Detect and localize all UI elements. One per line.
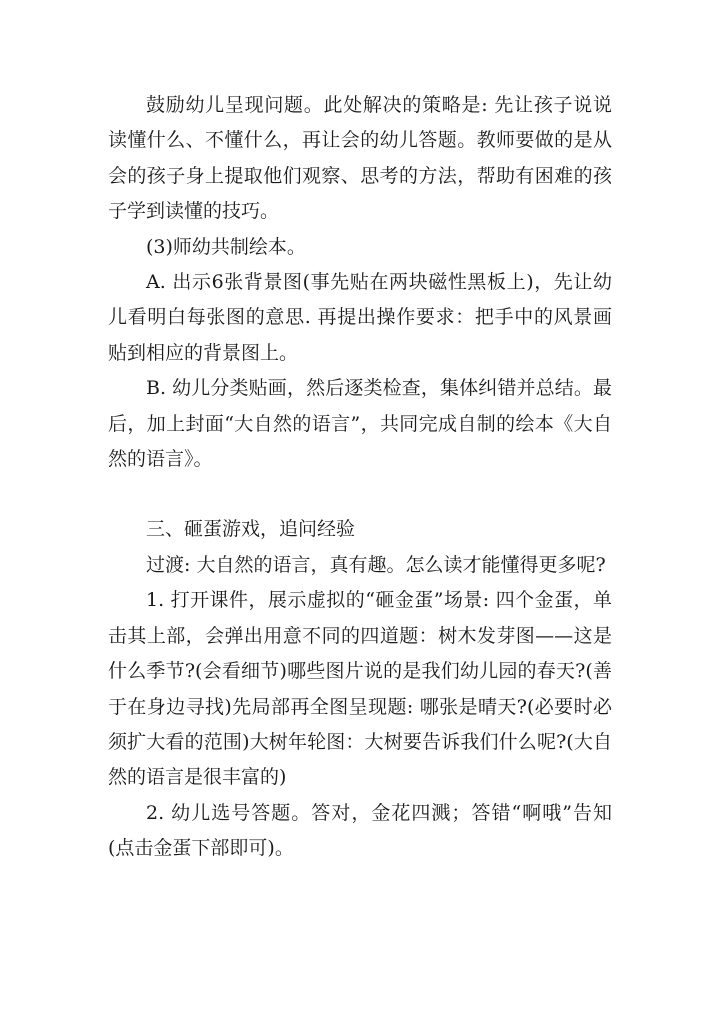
paragraph-gap <box>108 477 612 512</box>
paragraph-step-b: B. 幼儿分类贴画，然后逐类检查，集体纠错并总结。最后，加上封面“大自然的语言”，共同完成自制的绘本《大自然的语言》。 <box>108 377 612 471</box>
document-body <box>108 88 612 867</box>
paragraph-section-3: (3)师幼共制绘本。 <box>146 235 306 258</box>
paragraph-step-1: 1. 打开课件，展示虚拟的“砸金蛋”场景: 四个金蛋，单击其上部，会弹出用意不同的四道题：树木发芽图——这是什么季节?(会看细节)哪些图片说的是我们幼儿园的春天?(善于在身边寻找)先局部再全图呈现题: 哪张是晴天?(必要时必须扩大看的范围)大树年轮图：大树要告诉我们什么呢?(大自然的语言是很丰富的) <box>108 589 612 789</box>
paragraph-step-a: A. 出示6张背景图(事先贴在两块磁性黑板上)，先让幼儿看明白每张图的意思. 再提出操作要求：把手中的风景画贴到相应的背景图上。 <box>108 271 612 364</box>
section-heading-egg-game: 三、砸蛋游戏，追问经验 <box>146 518 356 541</box>
paragraph-step-2: 2. 幼儿选号答题。答对，金花四溅；答错“啊哦”告知(点击金蛋下部即可)。 <box>108 801 612 860</box>
paragraph-strategy: 鼓励幼儿呈现问题。此处解决的策略是: 先让孩子说说读懂什么、不懂什么，再让会的幼儿答题。教师要做的是从会的孩子身上提取他们观察、思考的方法，帮助有困难的孩子学到读懂的技巧。 <box>108 94 612 223</box>
paragraph-transition: 过渡: 大自然的语言，真有趣。怎么读才能懂得更多呢? <box>146 553 606 576</box>
